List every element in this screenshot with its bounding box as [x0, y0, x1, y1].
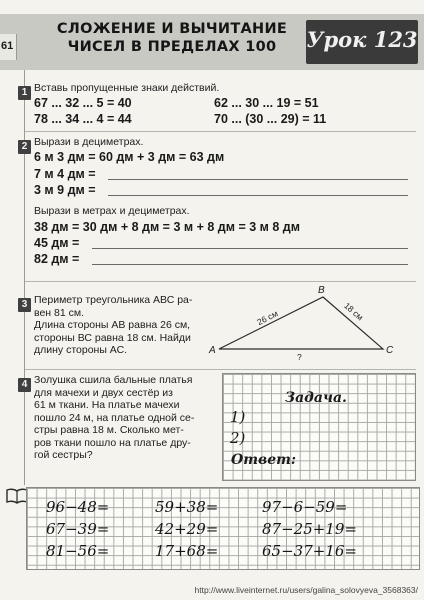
task-3-number: 3 — [18, 298, 31, 312]
task-2-row-b-3: 82 дм = — [34, 252, 80, 266]
task-4-number: 4 — [18, 378, 31, 392]
side-ab-label: 26 см — [255, 308, 280, 328]
title-line-2: ЧИСЕЛ В ПРЕДЕЛАХ 100 — [67, 39, 277, 55]
task-2-row-a-2: 7 м 4 дм = — [34, 167, 96, 181]
title-line-1: СЛОЖЕНИЕ И ВЫЧИТАНИЕ — [56, 21, 288, 37]
answer-line — [108, 179, 408, 180]
exercise-2-3: 17+68= — [155, 542, 219, 560]
side-bc-label: 18 см — [342, 300, 366, 323]
answer-line — [108, 195, 408, 196]
task-3-text — [34, 294, 214, 357]
task-2-instruction-a: Вырази в дециметрах. — [34, 136, 144, 148]
separator — [25, 281, 416, 282]
task-1-right-2: 70 ... (30 ... 29) = 11 — [214, 112, 327, 126]
task-2-number: 2 — [18, 140, 31, 154]
task-2-row-a-1: 6 м 3 дм = 60 дм + 3 дм = 63 дм — [34, 150, 225, 164]
task-3-line: длину стороны АС. — [34, 344, 128, 356]
open-book-icon — [6, 488, 28, 504]
grid-heading: Задача. — [285, 390, 347, 406]
triangle-figure — [205, 283, 410, 363]
answer-line — [92, 248, 408, 249]
answer-line — [92, 264, 408, 265]
task-2-row-b-2: 45 дм = — [34, 236, 80, 250]
vertex-c-label: C — [386, 345, 394, 356]
exercise-2-1: 59+38= — [155, 498, 219, 516]
task-1-left-2: 78 ... 34 ... 4 = 44 — [34, 112, 132, 126]
lesson-label: Урок 123 — [306, 27, 418, 52]
task-4-line: для мачехи и двух сестёр из — [34, 386, 173, 399]
exercise-3-2: 87−25+19= — [262, 520, 357, 538]
task-4-line: Золушка сшила бальные платья — [34, 374, 193, 386]
triangle-abc — [219, 297, 383, 349]
exercise-3-3: 65−37+16= — [262, 542, 357, 560]
page-title — [38, 20, 306, 56]
task-4-line: пошло 24 м, на платье одной се- — [34, 411, 195, 424]
exercise-1-1: 96−48= — [46, 498, 110, 516]
task-2-row-a-3: 3 м 9 дм = — [34, 183, 96, 197]
task-2-row-b-1: 38 дм = 30 дм + 8 дм = 3 м + 8 дм = 3 м 8 дм — [34, 220, 300, 234]
task-3-line: стороны ВС равна 18 см. Найди — [34, 331, 191, 344]
task-3-line: Периметр треугольника АВС ра- — [34, 294, 193, 306]
task-1-left-1: 67 ... 32 ... 5 = 40 — [34, 96, 132, 110]
exercise-1-3: 81−56= — [46, 542, 110, 560]
task-4-line: стры равна 18 м. Сколько мет- — [34, 424, 184, 436]
vertex-a-label: A — [209, 345, 216, 356]
task-3-line: вен 81 см. — [34, 306, 84, 319]
task-4-line: гой сестры? — [34, 449, 93, 461]
page-number: 61 — [1, 40, 14, 52]
task-4-line: 61 м ткани. На платье мачехи — [34, 399, 180, 411]
side-ac-label: ? — [297, 352, 302, 362]
task-4-line: ров ткани пошло на платье дру- — [34, 436, 191, 449]
task-1-instruction: Вставь пропущенные знаки действий. — [34, 82, 220, 94]
grid-item-2: 2) — [230, 429, 246, 447]
task-1-number: 1 — [18, 86, 31, 100]
grid-item-1: 1) — [230, 408, 246, 426]
grid-answer-label: Ответ: — [231, 452, 297, 468]
margin-line — [24, 70, 25, 485]
exercise-3-1: 97−6−59= — [262, 498, 348, 516]
source-url: http://www.liveinternet.ru/users/galina_solovyeva_3568363/ — [194, 585, 418, 595]
exercise-2-2: 42+29= — [155, 520, 219, 538]
task-1-right-1: 62 ... 30 ... 19 = 51 — [214, 96, 319, 110]
task-4-text — [34, 374, 216, 462]
separator — [25, 131, 416, 132]
task-2-instruction-b: Вырази в метрах и дециметрах. — [34, 205, 190, 217]
separator — [25, 369, 416, 370]
exercise-1-2: 67−39= — [46, 520, 110, 538]
task-3-line: Длина стороны АВ равна 26 см, — [34, 319, 191, 331]
vertex-b-label: B — [318, 285, 325, 296]
